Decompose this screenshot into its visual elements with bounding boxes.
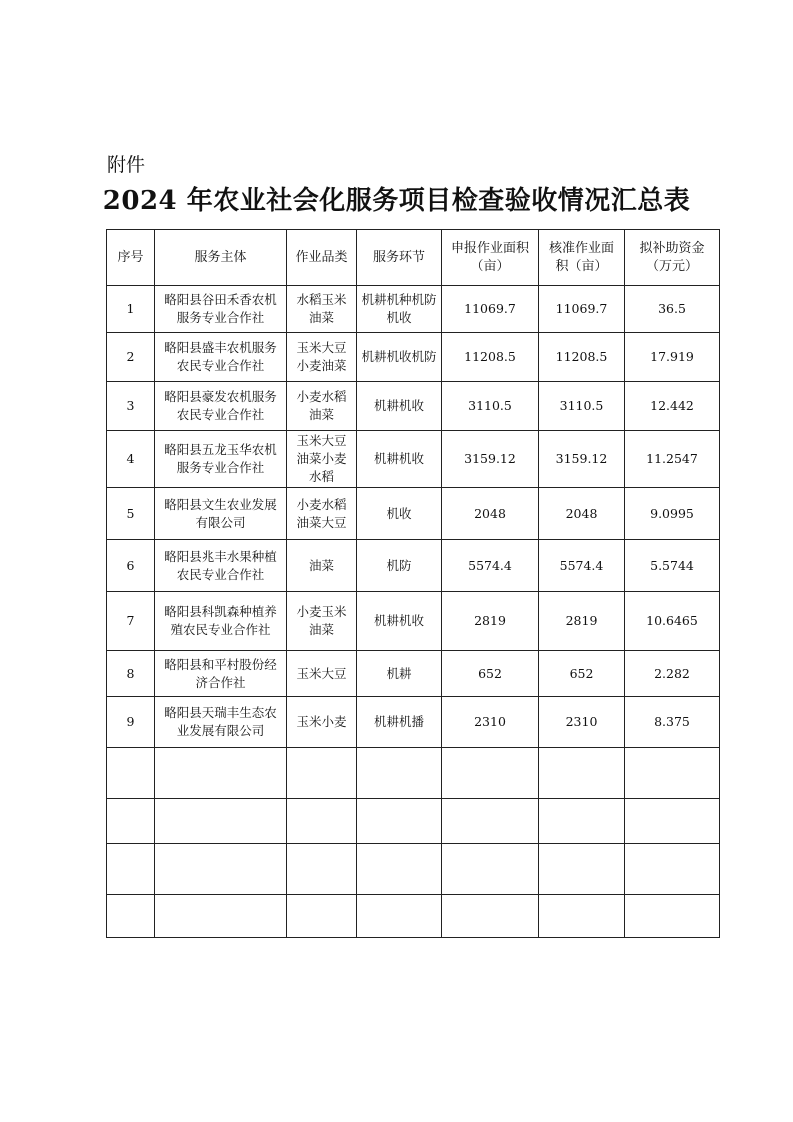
cell-declared-area: 2048 xyxy=(442,488,539,540)
header-approved-area: 核准作业面积（亩） xyxy=(539,230,625,286)
cell-seq: 9 xyxy=(107,697,155,748)
table-row xyxy=(107,651,720,697)
cell-subsidy: 36.5 xyxy=(625,286,720,333)
cell-subsidy: 11.2547 xyxy=(625,431,720,488)
empty-cell xyxy=(442,895,539,938)
cell-seq: 8 xyxy=(107,651,155,697)
cell-entity: 略阳县谷田禾香农机服务专业合作社 xyxy=(155,286,287,333)
attachment-label: 附件 xyxy=(107,154,146,176)
cell-seq: 1 xyxy=(107,286,155,333)
empty-cell xyxy=(107,799,155,844)
cell-crop: 玉米小麦 xyxy=(287,697,357,748)
empty-cell xyxy=(539,895,625,938)
cell-seq: 4 xyxy=(107,431,155,488)
cell-entity: 略阳县盛丰农机服务农民专业合作社 xyxy=(155,333,287,382)
table-header-row xyxy=(107,230,720,286)
header-entity: 服务主体 xyxy=(155,230,287,286)
cell-approved-area: 11069.7 xyxy=(539,286,625,333)
cell-approved-area: 2048 xyxy=(539,488,625,540)
cell-entity: 略阳县科凯森种植养殖农民专业合作社 xyxy=(155,592,287,651)
header-crop: 作业品类 xyxy=(287,230,357,286)
cell-seq: 5 xyxy=(107,488,155,540)
cell-entity: 略阳县和平村股份经济合作社 xyxy=(155,651,287,697)
cell-declared-area: 3159.12 xyxy=(442,431,539,488)
cell-approved-area: 5574.4 xyxy=(539,540,625,592)
cell-stage: 机耕机播 xyxy=(357,697,442,748)
cell-subsidy: 5.5744 xyxy=(625,540,720,592)
cell-stage: 机耕 xyxy=(357,651,442,697)
empty-cell xyxy=(107,748,155,799)
empty-table-row xyxy=(107,748,720,799)
cell-declared-area: 652 xyxy=(442,651,539,697)
empty-cell xyxy=(155,748,287,799)
table-row xyxy=(107,592,720,651)
cell-seq: 3 xyxy=(107,382,155,431)
cell-declared-area: 11208.5 xyxy=(442,333,539,382)
cell-crop: 玉米大豆 xyxy=(287,651,357,697)
cell-stage: 机防 xyxy=(357,540,442,592)
cell-crop: 水稻玉米油菜 xyxy=(287,286,357,333)
table-row xyxy=(107,488,720,540)
cell-stage: 机耕机收机防 xyxy=(357,333,442,382)
cell-stage: 机收 xyxy=(357,488,442,540)
empty-cell xyxy=(357,895,442,938)
empty-cell xyxy=(155,799,287,844)
cell-crop: 油菜 xyxy=(287,540,357,592)
cell-subsidy: 8.375 xyxy=(625,697,720,748)
empty-table-row xyxy=(107,799,720,844)
empty-table-row xyxy=(107,895,720,938)
cell-approved-area: 3159.12 xyxy=(539,431,625,488)
empty-cell xyxy=(625,895,720,938)
empty-cell xyxy=(287,844,357,895)
empty-cell xyxy=(442,748,539,799)
table-row xyxy=(107,697,720,748)
table-row xyxy=(107,333,720,382)
cell-entity: 略阳县文生农业发展有限公司 xyxy=(155,488,287,540)
cell-crop: 玉米大豆小麦油菜 xyxy=(287,333,357,382)
cell-crop: 小麦水稻油菜 xyxy=(287,382,357,431)
table-row xyxy=(107,431,720,488)
empty-cell xyxy=(287,748,357,799)
empty-cell xyxy=(442,844,539,895)
cell-approved-area: 2819 xyxy=(539,592,625,651)
empty-cell xyxy=(539,844,625,895)
cell-declared-area: 2819 xyxy=(442,592,539,651)
empty-cell xyxy=(107,895,155,938)
empty-cell xyxy=(442,799,539,844)
empty-cell xyxy=(357,799,442,844)
cell-approved-area: 2310 xyxy=(539,697,625,748)
cell-stage: 机耕机收 xyxy=(357,592,442,651)
empty-table-row xyxy=(107,844,720,895)
header-seq: 序号 xyxy=(107,230,155,286)
cell-entity: 略阳县兆丰水果种植农民专业合作社 xyxy=(155,540,287,592)
summary-table xyxy=(106,229,720,938)
table-row xyxy=(107,286,720,333)
header-declared-area: 申报作业面积（亩） xyxy=(442,230,539,286)
cell-entity: 略阳县五龙玉华农机服务专业合作社 xyxy=(155,431,287,488)
empty-cell xyxy=(357,844,442,895)
cell-stage: 机耕机种机防机收 xyxy=(357,286,442,333)
empty-cell xyxy=(107,844,155,895)
table-row xyxy=(107,540,720,592)
cell-approved-area: 3110.5 xyxy=(539,382,625,431)
empty-cell xyxy=(625,799,720,844)
empty-cell xyxy=(625,844,720,895)
empty-cell xyxy=(539,799,625,844)
cell-seq: 6 xyxy=(107,540,155,592)
empty-cell xyxy=(155,844,287,895)
document-title: 2024 年农业社会化服务项目检查验收情况汇总表 xyxy=(102,186,691,216)
cell-stage: 机耕机收 xyxy=(357,431,442,488)
cell-entity: 略阳县天瑞丰生态农业发展有限公司 xyxy=(155,697,287,748)
empty-cell xyxy=(625,748,720,799)
cell-crop: 玉米大豆油菜小麦水稻 xyxy=(287,431,357,488)
table-row xyxy=(107,382,720,431)
cell-crop: 小麦玉米油菜 xyxy=(287,592,357,651)
cell-declared-area: 3110.5 xyxy=(442,382,539,431)
cell-subsidy: 9.0995 xyxy=(625,488,720,540)
cell-subsidy: 2.282 xyxy=(625,651,720,697)
cell-seq: 2 xyxy=(107,333,155,382)
empty-cell xyxy=(287,799,357,844)
cell-crop: 小麦水稻油菜大豆 xyxy=(287,488,357,540)
cell-approved-area: 11208.5 xyxy=(539,333,625,382)
cell-stage: 机耕机收 xyxy=(357,382,442,431)
cell-declared-area: 2310 xyxy=(442,697,539,748)
cell-declared-area: 11069.7 xyxy=(442,286,539,333)
cell-seq: 7 xyxy=(107,592,155,651)
cell-subsidy: 10.6465 xyxy=(625,592,720,651)
cell-subsidy: 12.442 xyxy=(625,382,720,431)
empty-cell xyxy=(287,895,357,938)
empty-cell xyxy=(539,748,625,799)
empty-cell xyxy=(155,895,287,938)
cell-approved-area: 652 xyxy=(539,651,625,697)
cell-entity: 略阳县豪发农机服务农民专业合作社 xyxy=(155,382,287,431)
cell-declared-area: 5574.4 xyxy=(442,540,539,592)
header-stage: 服务环节 xyxy=(357,230,442,286)
header-subsidy: 拟补助资金（万元） xyxy=(625,230,720,286)
cell-subsidy: 17.919 xyxy=(625,333,720,382)
empty-cell xyxy=(357,748,442,799)
